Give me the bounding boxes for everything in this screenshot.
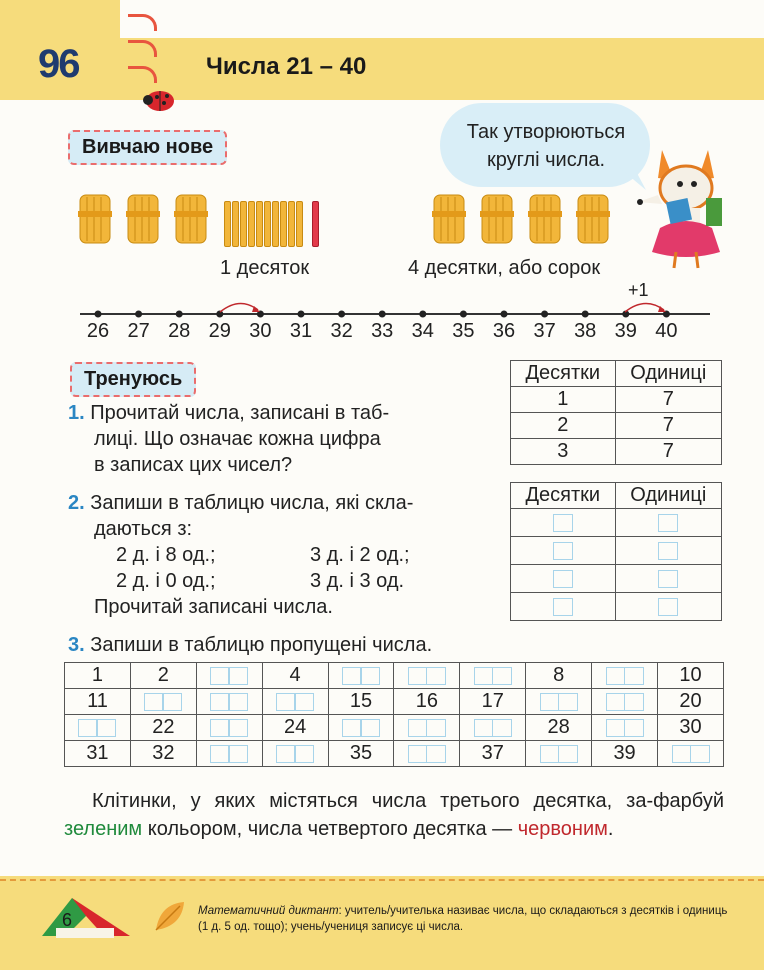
- number-line-label: 36: [492, 320, 516, 342]
- table1-cell: 7: [615, 439, 722, 465]
- write-in-box: [210, 719, 248, 737]
- grid-empty-cell[interactable]: [262, 689, 328, 715]
- instruction-part-2: кольором, числа четвертого десятка —: [142, 818, 513, 840]
- task-2-item-d: 3 д. і 3 од.: [310, 570, 405, 592]
- ten-sticks-bundle-icon: [480, 193, 514, 245]
- ten-sticks-bundle-icon: [174, 193, 208, 245]
- section-practice-label: Тренуюсь: [70, 362, 196, 397]
- task-1-number: 1.: [68, 402, 85, 424]
- table2-input-cell[interactable]: [615, 565, 722, 593]
- page-title: Числа 21 – 40: [206, 53, 367, 80]
- task-1-line-2: лиці. Що означає кожна цифра: [94, 428, 381, 450]
- grid-empty-cell[interactable]: [196, 689, 262, 715]
- grid-empty-cell[interactable]: [592, 689, 658, 715]
- task-2: [68, 490, 480, 620]
- grid-number-cell: 2: [130, 663, 196, 689]
- grid-empty-cell[interactable]: [328, 715, 394, 741]
- table2-input-cell[interactable]: [511, 593, 616, 621]
- number-line-point: [501, 311, 508, 318]
- number-line-label: 26: [86, 320, 110, 342]
- write-in-box: [606, 693, 644, 711]
- write-in-box: [342, 667, 380, 685]
- ten-sticks-bundle-icon: [576, 193, 610, 245]
- table2-input-cell[interactable]: [511, 537, 616, 565]
- task-2-line-2: даються з:: [94, 518, 193, 540]
- task-3: [68, 632, 432, 658]
- one-ten-label: 1 десяток: [220, 257, 310, 279]
- grid-number-cell: 20: [658, 689, 724, 715]
- page-number: 96: [38, 42, 79, 86]
- stick: [264, 201, 271, 247]
- pencil-triangle-icon: [38, 890, 134, 940]
- write-in-box: [78, 719, 116, 737]
- footer-page-number: 6: [62, 910, 73, 930]
- number-line-point: [95, 311, 102, 318]
- grid-empty-cell[interactable]: [526, 741, 592, 767]
- grid-empty-cell[interactable]: [592, 715, 658, 741]
- grid-number-cell: 28: [526, 715, 592, 741]
- write-in-box: [210, 745, 248, 763]
- number-line-point: [379, 311, 386, 318]
- number-line-label: 29: [208, 320, 231, 342]
- number-line-point: [135, 311, 142, 318]
- number-line-point: [582, 311, 589, 318]
- grid-empty-cell[interactable]: [394, 715, 460, 741]
- ten-sticks-bundle-icon: [78, 193, 112, 245]
- grid-empty-cell[interactable]: [526, 689, 592, 715]
- speech-bubble-text: [444, 118, 648, 174]
- ten-sticks-bundle-icon: [432, 193, 466, 245]
- stick: [240, 201, 247, 247]
- stick: [224, 201, 231, 247]
- table2-input-cell[interactable]: [511, 565, 616, 593]
- grid-empty-cell[interactable]: [196, 715, 262, 741]
- header-white-strip: [120, 0, 764, 38]
- grid-empty-cell[interactable]: [658, 741, 724, 767]
- number-line-label: 28: [168, 320, 191, 342]
- grid-number-cell: 17: [460, 689, 526, 715]
- write-in-box: [606, 667, 644, 685]
- number-line-label: 27: [127, 320, 150, 342]
- grid-number-cell: 11: [65, 689, 131, 715]
- instruction-green-word: зеленим: [64, 818, 143, 840]
- table1-cell: 1: [511, 387, 616, 413]
- four-tens-label: 4 десятки, або сорок: [408, 257, 601, 279]
- task-2-item-c: 2 д. і 0 од.;: [116, 570, 216, 592]
- grid-empty-cell[interactable]: [460, 715, 526, 741]
- grid-number-cell: 15: [328, 689, 394, 715]
- table1-cell: 7: [615, 413, 722, 439]
- number-line-point: [176, 311, 183, 318]
- write-in-box: [672, 745, 710, 763]
- bubble-line-1: Так утворюються: [466, 121, 626, 143]
- write-in-box: [276, 745, 314, 763]
- stick: [248, 201, 255, 247]
- section-learn-label: Вивчаю нове: [68, 130, 227, 165]
- grid-empty-cell[interactable]: [262, 741, 328, 767]
- grid-row: [65, 689, 724, 715]
- footer-note: [198, 903, 738, 935]
- number-line-label: 34: [411, 320, 434, 342]
- grid-number-cell: 10: [658, 663, 724, 689]
- number-grid: [64, 662, 724, 767]
- tens-ones-table-2: [510, 482, 722, 621]
- number-line-label: 31: [289, 320, 313, 342]
- grid-row: [65, 715, 724, 741]
- task-2-number: 2.: [68, 492, 85, 514]
- grid-number-cell: 1: [65, 663, 131, 689]
- coloring-instruction: [64, 787, 724, 843]
- grid-empty-cell[interactable]: [65, 715, 131, 741]
- write-in-box: [276, 693, 314, 711]
- instruction-part-1: Клітинки, у яких містяться числа третього десятка, за-фарбуй: [92, 790, 724, 812]
- table1-header-ones: Одиниці: [615, 361, 722, 387]
- stick: [280, 201, 287, 247]
- table2-header-ones: Одиниці: [615, 483, 722, 509]
- table2-input-cell[interactable]: [615, 509, 722, 537]
- grid-empty-cell[interactable]: [460, 663, 526, 689]
- grid-number-cell: 31: [65, 741, 131, 767]
- tens-ones-table-1: [510, 360, 722, 465]
- grid-number-cell: 39: [592, 741, 658, 767]
- ten-sticks-bundle-icon: [528, 193, 562, 245]
- ladybug-icon: [142, 86, 176, 112]
- stick: [296, 201, 303, 247]
- write-in-box: [408, 719, 446, 737]
- grid-number-cell: 30: [658, 715, 724, 741]
- number-line-point: [419, 311, 426, 318]
- number-line-label: 38: [574, 320, 597, 342]
- write-in-box: [210, 667, 248, 685]
- table1-header-tens: Десятки: [511, 361, 616, 387]
- write-in-box: [540, 693, 578, 711]
- instruction-part-3: .: [607, 818, 614, 840]
- footer-note-italic: Математичний диктант: [198, 905, 339, 917]
- task-1: [68, 400, 480, 478]
- plus-one-label: +1: [628, 280, 649, 300]
- write-in-box: [342, 719, 380, 737]
- grid-empty-cell[interactable]: [394, 663, 460, 689]
- write-in-box: [540, 745, 578, 763]
- write-in-box: [606, 719, 644, 737]
- table2-input-cell[interactable]: [511, 509, 616, 537]
- bubble-line-2: круглі числа.: [486, 149, 606, 171]
- write-in-box: [474, 667, 512, 685]
- task-2-line-1: Запиши в таблицю числа, які скла-: [90, 492, 414, 514]
- number-line-point: [338, 311, 345, 318]
- number-line-label: 32: [330, 320, 353, 342]
- stick: [256, 201, 263, 247]
- fox-character-icon: [628, 140, 738, 270]
- task-3-text: Запиши в таблицю пропущені числа.: [90, 634, 433, 656]
- number-line-label: 39: [614, 320, 637, 342]
- task-2-last-line: Прочитай записані числа.: [94, 596, 333, 618]
- grid-empty-cell[interactable]: [130, 689, 196, 715]
- grid-row: [65, 663, 724, 689]
- task-1-line-1: Прочитай числа, записані в таб-: [90, 402, 390, 424]
- grid-number-cell: 16: [394, 689, 460, 715]
- grid-number-cell: 35: [328, 741, 394, 767]
- number-line-point: [541, 311, 548, 318]
- grid-number-cell: 4: [262, 663, 328, 689]
- grid-row: [65, 741, 724, 767]
- task-2-item-b: 3 д. і 2 од.;: [310, 544, 410, 566]
- number-line-label: 35: [452, 320, 475, 342]
- write-in-box: [408, 667, 446, 685]
- table2-header-tens: Десятки: [511, 483, 616, 509]
- number-line-label: 37: [533, 320, 556, 342]
- table1-cell: 7: [615, 387, 722, 413]
- task-1-line-3: в записах цих чисел?: [94, 454, 293, 476]
- grid-empty-cell[interactable]: [394, 741, 460, 767]
- table1-cell: 3: [511, 439, 616, 465]
- grid-empty-cell[interactable]: [196, 741, 262, 767]
- grid-empty-cell[interactable]: [328, 663, 394, 689]
- table2-input-cell[interactable]: [615, 537, 722, 565]
- stick: [232, 201, 239, 247]
- number-line-label: 30: [249, 320, 272, 342]
- grid-number-cell: 37: [460, 741, 526, 767]
- leaf-icon: [150, 896, 190, 936]
- number-line-point: [460, 311, 467, 318]
- grid-number-cell: 8: [526, 663, 592, 689]
- number-line-label: 33: [371, 320, 394, 342]
- grid-number-cell: 22: [130, 715, 196, 741]
- table2-input-cell[interactable]: [615, 593, 722, 621]
- write-in-box: [144, 693, 182, 711]
- stick: [288, 201, 295, 247]
- write-in-box: [210, 693, 248, 711]
- task-2-item-a: 2 д. і 8 од.;: [116, 544, 216, 566]
- ten-sticks-bundle-icon: [126, 193, 160, 245]
- instruction-red-word: червоним: [517, 818, 608, 840]
- grid-empty-cell[interactable]: [592, 663, 658, 689]
- grid-number-cell: 32: [130, 741, 196, 767]
- number-line-point: [298, 311, 305, 318]
- grid-empty-cell[interactable]: [196, 663, 262, 689]
- write-in-box: [474, 719, 512, 737]
- stick: [272, 201, 279, 247]
- red-stick: [312, 201, 319, 247]
- footer-note-rest: : учитель/учителька називає числа, що складаються з десятків і одиниць (1 д. 5 од. тощо); учень/учениця записує ці числа.: [198, 905, 728, 933]
- grid-number-cell: 24: [262, 715, 328, 741]
- footer-rule: [0, 879, 764, 881]
- write-in-box: [408, 745, 446, 763]
- table1-cell: 2: [511, 413, 616, 439]
- number-line-label: 40: [655, 320, 678, 342]
- task-3-number: 3.: [68, 634, 85, 656]
